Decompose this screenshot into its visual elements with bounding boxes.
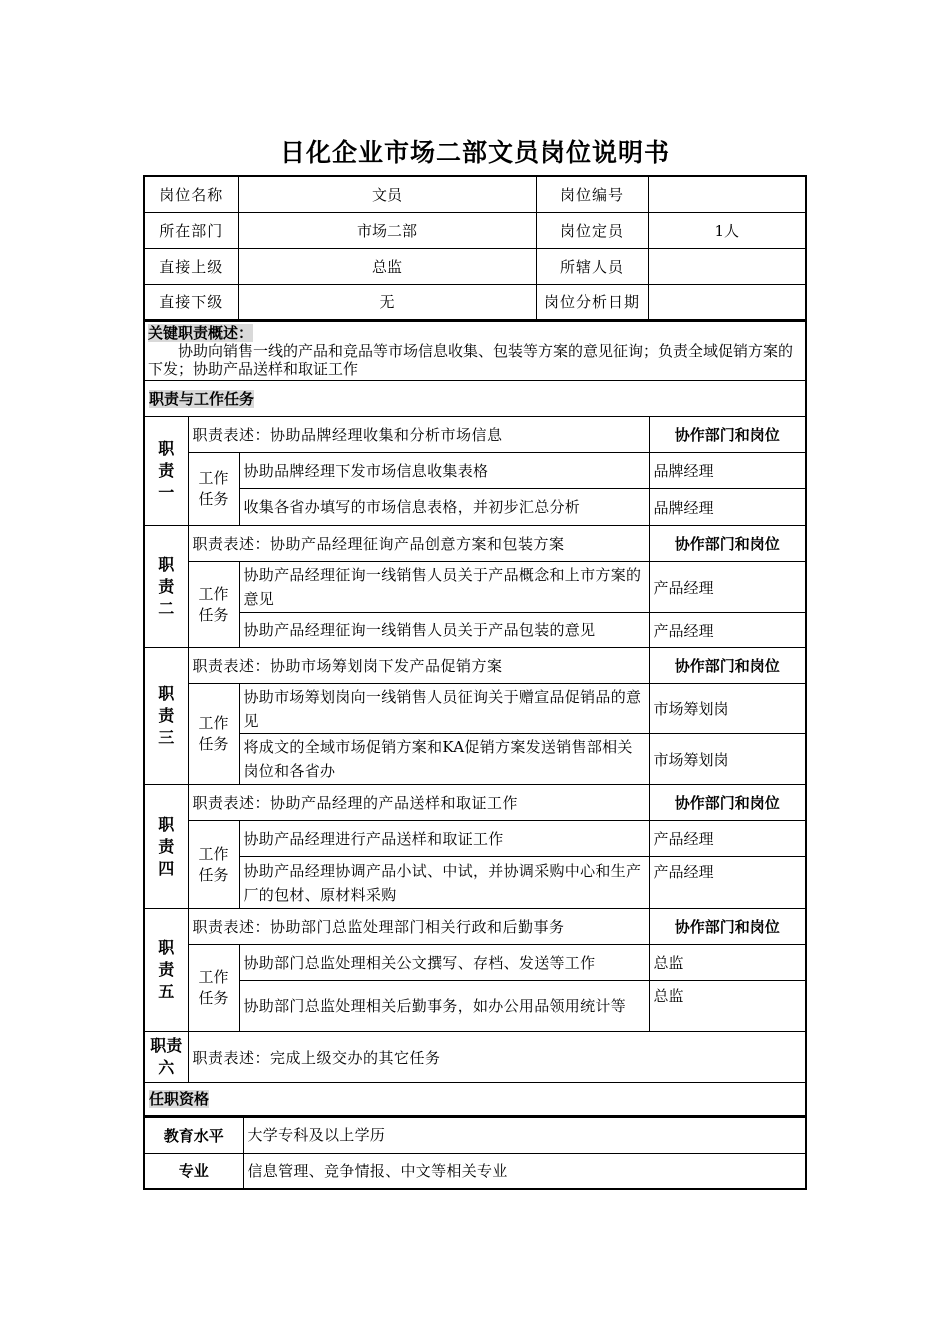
duty-description: 职责表述：协助产品经理征询产品创意方案和包装方案 xyxy=(188,526,649,562)
basic-info-table xyxy=(143,175,807,321)
collab-dept: 产品经理 xyxy=(649,857,806,909)
duty-row xyxy=(144,785,806,821)
task-label: 工作 任务 xyxy=(188,684,239,785)
task-text: 收集各省办填写的市场信息表格，并初步汇总分析 xyxy=(239,489,649,526)
collab-heading: 协作部门和岗位 xyxy=(649,417,806,453)
field-value: 文员 xyxy=(238,176,536,212)
task-text: 协助品牌经理下发市场信息收集表格 xyxy=(239,453,649,489)
duties-section-heading: 职责与工作任务 xyxy=(144,381,806,417)
collab-dept: 产品经理 xyxy=(649,562,806,613)
field-value: 1人 xyxy=(648,212,806,248)
duty-name: 职 责 一 xyxy=(144,417,188,526)
field-label: 岗位名称 xyxy=(144,176,238,212)
qualification-value: 大学专科及以上学历 xyxy=(243,1117,806,1153)
duty-row xyxy=(144,909,806,945)
document-title: 日化企业市场二部文员岗位说明书 xyxy=(279,138,670,167)
duty-description: 职责表述：协助市场筹划岗下发产品促销方案 xyxy=(188,648,649,684)
task-text: 协助产品经理进行产品送样和取证工作 xyxy=(239,821,649,857)
qualification-value: 信息管理、竞争情报、中文等相关专业 xyxy=(243,1153,806,1189)
collab-dept: 总监 xyxy=(649,981,806,1032)
duty-name: 职 责 五 xyxy=(144,909,188,1032)
field-label: 直接下级 xyxy=(144,284,238,320)
task-label: 工作 任务 xyxy=(188,453,239,526)
job-description-form xyxy=(143,175,805,1190)
field-value: 市场二部 xyxy=(238,212,536,248)
summary-text: 协助向销售一线的产品和竞品等市场信息收集、包装等方案的意见征询；负责全域促销方案的下发；协助产品送样和取证工作 xyxy=(148,342,794,378)
task-label: 工作 任务 xyxy=(188,821,239,909)
task-label: 工作 任务 xyxy=(188,945,239,1032)
field-value xyxy=(648,176,806,212)
duty-name: 职 责 二 xyxy=(144,526,188,648)
collab-dept: 市场筹划岗 xyxy=(649,734,806,785)
duties-table xyxy=(143,321,807,1117)
task-text: 协助部门总监处理相关公文撰写、存档、发送等工作 xyxy=(239,945,649,981)
collab-dept: 产品经理 xyxy=(649,613,806,648)
field-label: 岗位编号 xyxy=(536,176,648,212)
task-label: 工作 任务 xyxy=(188,562,239,648)
duty-name: 职 责 四 xyxy=(144,785,188,909)
task-text: 协助市场筹划岗向一线销售人员征询关于赠宣品促销品的意见 xyxy=(239,684,649,734)
collab-dept: 品牌经理 xyxy=(649,489,806,526)
field-label: 岗位分析日期 xyxy=(536,284,648,320)
field-label: 所辖人员 xyxy=(536,248,648,284)
qualification-row xyxy=(144,1117,806,1153)
basic-info-row xyxy=(144,212,806,248)
duty-name: 职 责 三 xyxy=(144,648,188,785)
task-text: 协助部门总监处理相关后勤事务，如办公用品领用统计等 xyxy=(239,981,649,1032)
field-value: 总监 xyxy=(238,248,536,284)
duty-row xyxy=(144,526,806,562)
duty-description: 职责表述：完成上级交办的其它任务 xyxy=(188,1032,806,1083)
task-text: 协助产品经理协调产品小试、中试，并协调采购中心和生产厂的包材、原材料采购 xyxy=(239,857,649,909)
field-value xyxy=(648,284,806,320)
collab-dept: 总监 xyxy=(649,945,806,981)
task-text: 协助产品经理征询一线销售人员关于产品包装的意见 xyxy=(239,613,649,648)
duty-row xyxy=(144,417,806,453)
field-label: 所在部门 xyxy=(144,212,238,248)
key-duties-summary xyxy=(144,322,806,381)
collab-heading: 协作部门和岗位 xyxy=(649,526,806,562)
basic-info-row xyxy=(144,176,806,212)
collab-dept: 市场筹划岗 xyxy=(649,684,806,734)
qualification-label: 教育水平 xyxy=(144,1117,243,1153)
field-label: 岗位定员 xyxy=(536,212,648,248)
duty-name: 职责 六 xyxy=(144,1032,188,1083)
qualification-label: 专业 xyxy=(144,1153,243,1189)
duty-description: 职责表述：协助产品经理的产品送样和取证工作 xyxy=(188,785,649,821)
field-label: 直接上级 xyxy=(144,248,238,284)
duty-description: 职责表述：协助品牌经理收集和分析市场信息 xyxy=(188,417,649,453)
summary-heading: 关键职责概述： xyxy=(148,324,254,342)
basic-info-row xyxy=(144,284,806,320)
qualifications-heading: 任职资格 xyxy=(144,1083,806,1116)
collab-heading: 协作部门和岗位 xyxy=(649,909,806,945)
duty-row xyxy=(144,1032,806,1083)
collab-dept: 品牌经理 xyxy=(649,453,806,489)
field-value xyxy=(648,248,806,284)
duty-row xyxy=(144,648,806,684)
qualifications-table xyxy=(143,1117,807,1191)
collab-dept: 产品经理 xyxy=(649,821,806,857)
basic-info-row xyxy=(144,248,806,284)
qualification-row xyxy=(144,1153,806,1189)
duty-description: 职责表述：协助部门总监处理部门相关行政和后勤事务 xyxy=(188,909,649,945)
field-value: 无 xyxy=(238,284,536,320)
collab-heading: 协作部门和岗位 xyxy=(649,785,806,821)
collab-heading: 协作部门和岗位 xyxy=(649,648,806,684)
task-text: 将成文的全域市场促销方案和KA促销方案发送销售部相关岗位和各省办 xyxy=(239,734,649,785)
task-text: 协助产品经理征询一线销售人员关于产品概念和上市方案的意见 xyxy=(239,562,649,613)
